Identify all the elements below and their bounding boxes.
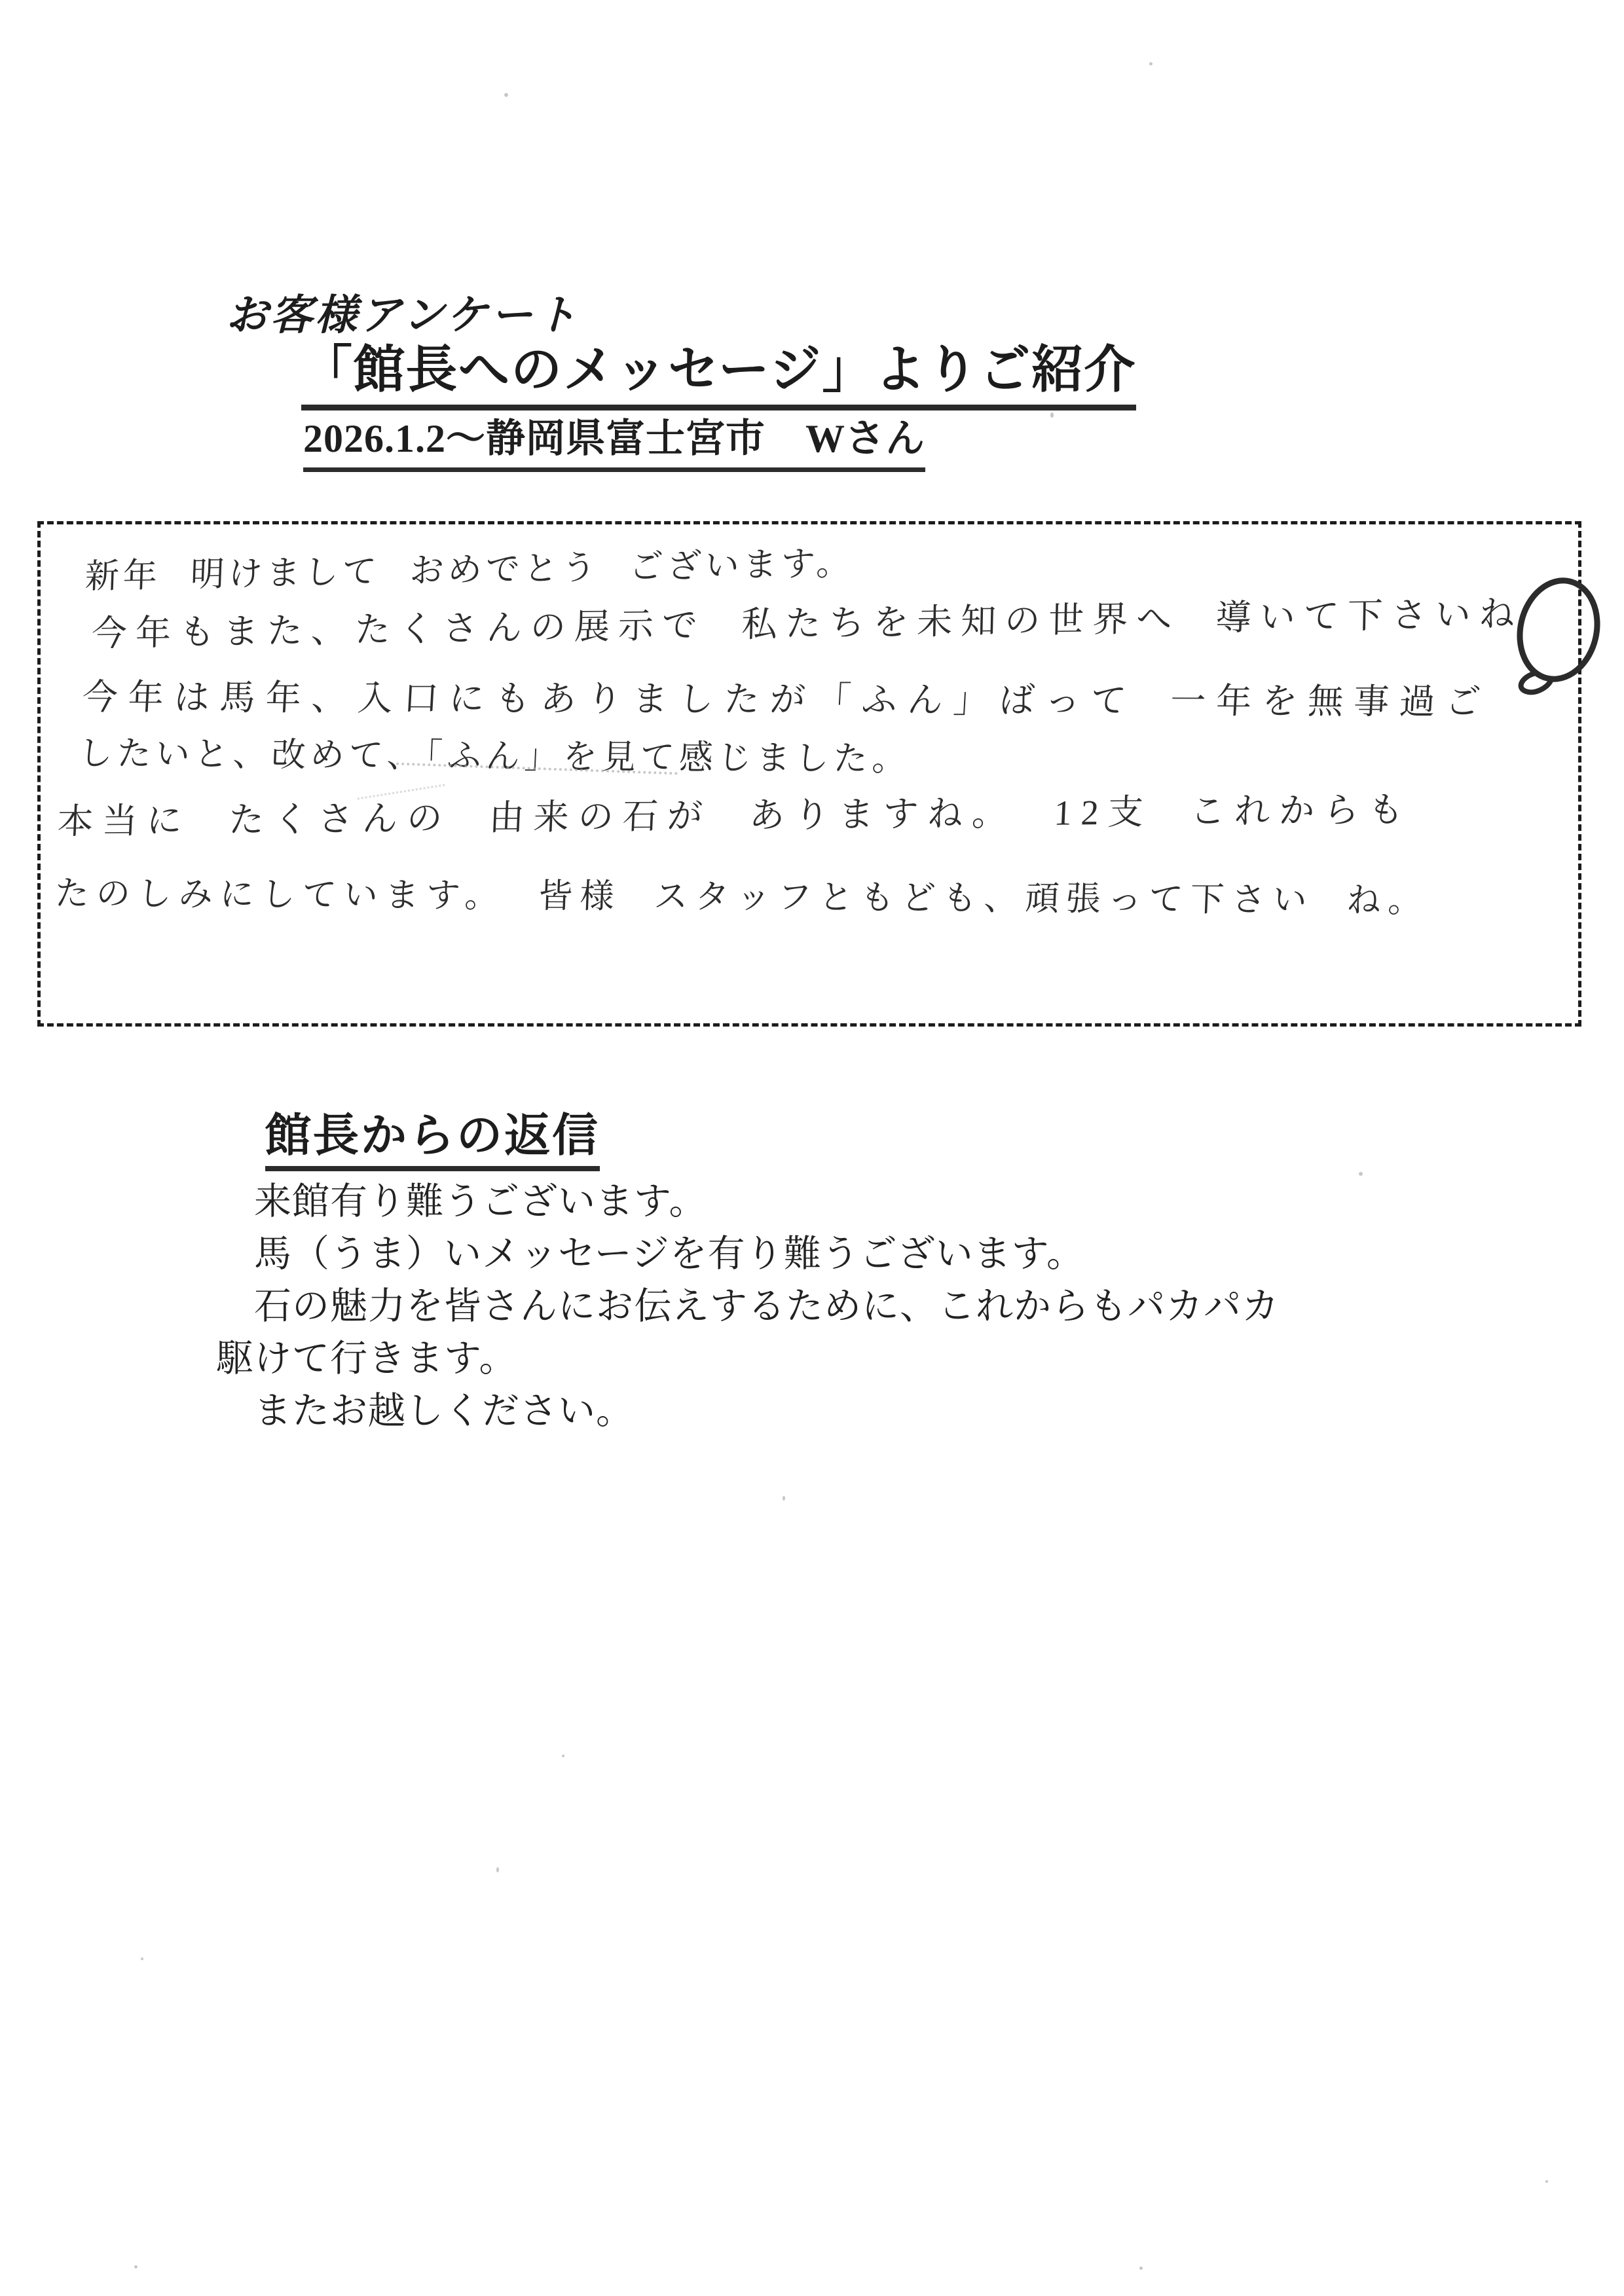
scan-speck [496, 1867, 499, 1872]
reply-line-4: 駆けて行きます。 [216, 1338, 517, 1379]
scan-speck [783, 1496, 785, 1501]
scan-speck [134, 2265, 138, 2269]
scan-speck [1139, 2267, 1143, 2270]
reply-line-2: 馬（うま）いメッセージを有り難うございます。 [216, 1233, 1085, 1275]
scan-speck [141, 1958, 143, 1960]
date-location-line: 2026.1.2～静岡県富士宮市 Wさん [303, 407, 925, 472]
scan-speck [1359, 1172, 1363, 1176]
reply-body [216, 1176, 1500, 1438]
handwritten-line-1: 新年 明けまして おめでとう ございます。 [84, 545, 855, 596]
handwritten-line-3: 今年は馬年、入口にもありましたが「ふん」ばって 一年を無事過ご [81, 678, 1492, 722]
survey-label: お客様アンケート [226, 292, 580, 338]
scan-speck [1050, 412, 1054, 418]
reply-heading: 館長からの返信 [265, 1099, 600, 1171]
reply-line-3: 石の魅力を皆さんにお伝えするために、これからもパカパカ [216, 1286, 1280, 1327]
balloon-doodle-icon [1500, 575, 1614, 712]
scan-speck [504, 93, 508, 97]
page-title: 「館長へのメッセージ」よりご紹介 [301, 329, 1136, 410]
reply-line-1: 来館有り難うございます。 [216, 1181, 707, 1222]
scan-speck [1545, 2180, 1548, 2183]
reply-line-5: またお越しください。 [216, 1391, 634, 1432]
scan-speck [1149, 62, 1153, 65]
scan-speck [562, 1755, 564, 1757]
handwritten-line-5: 本当に たくさんの 由来の石が ありますね。 12支 これからも [56, 790, 1414, 842]
handwritten-line-4: したいと、改めて、「ふん」を見て感じました。 [77, 735, 912, 778]
handwritten-line-6: たのしみにしています。 皆様 スタッフともども、頑張って下さい ね。 [54, 875, 1430, 920]
handwritten-line-2: 今年もまた、たくさんの展示で 私たちを未知の世界へ 導いて下さいね [91, 594, 1524, 654]
